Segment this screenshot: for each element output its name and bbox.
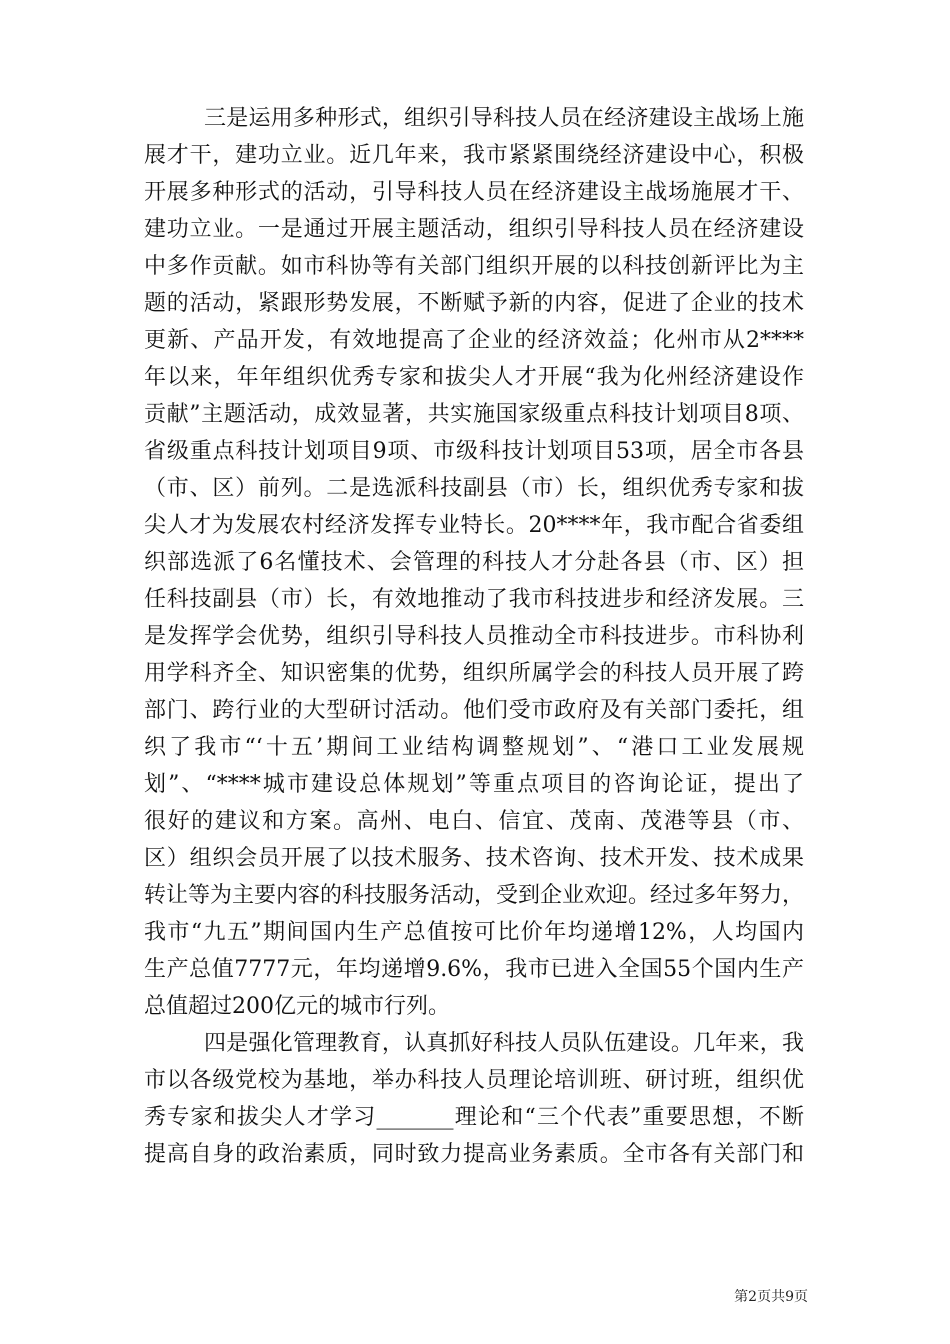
text-line: 题的活动，紧跟形势发展，不断赋予新的内容，促进了企业的技术 bbox=[144, 291, 804, 316]
text-line: 任科技副县（市）长，有效地推动了我市科技进步和经济发展。三 bbox=[144, 587, 804, 612]
text-line: 部门、跨行业的大型研讨活动。他们受市政府及有关部门委托，组 bbox=[144, 698, 804, 723]
text-line: 织了我市“‘十五’期间工业结构调整规划”、“港口工业发展规 bbox=[144, 735, 804, 760]
text-line: 四是强化管理教育，认真抓好科技人员队伍建设。几年来，我 bbox=[204, 1031, 804, 1056]
text-line: 我市“九五”期间国内生产总值按可比价年均递增12%，人均国内 bbox=[144, 920, 804, 945]
text-line: 展才干，建功立业。近几年来，我市紧紧围绕经济建设中心，积极 bbox=[144, 143, 804, 168]
text-line: 生产总值7777元，年均递增9.6%，我市已进入全国55个国内生产 bbox=[144, 957, 804, 982]
text-line: 用学科齐全、知识密集的优势，组织所属学会的科技人员开展了跨 bbox=[144, 661, 804, 686]
text-line: 尖人才为发展农村经济发挥专业特长。20****年，我市配合省委组 bbox=[144, 513, 804, 538]
text-line: 市以各级党校为基地，举办科技人员理论培训班、研讨班，组织优 bbox=[144, 1068, 804, 1093]
document-body bbox=[144, 100, 804, 1173]
text-line: 更新、产品开发，有效地提高了企业的经济效益；化州市从2**** bbox=[144, 328, 804, 353]
text-line: 织部选派了6名懂技术、会管理的科技人才分赴各县（市、区）担 bbox=[144, 550, 804, 575]
text-line: 很好的建议和方案。高州、电白、信宜、茂南、茂港等县（市、 bbox=[144, 809, 804, 834]
text-line: 建功立业。一是通过开展主题活动，组织引导科技人员在经济建设 bbox=[144, 217, 804, 242]
paragraph-1 bbox=[144, 100, 804, 1025]
text-line: 是发挥学会优势，组织引导科技人员推动全市科技进步。市科协利 bbox=[144, 624, 804, 649]
text-line: 开展多种形式的活动，引导科技人员在经济建设主战场施展才干、 bbox=[144, 180, 804, 205]
text-line: 贡献”主题活动，成效显著，共实施国家级重点科技计划项目8项、 bbox=[144, 402, 804, 427]
text-line: 划”、“****城市建设总体规划”等重点项目的咨询论证，提出了 bbox=[144, 772, 804, 797]
text-line: 区）组织会员开展了以技术服务、技术咨询、技术开发、技术成果 bbox=[144, 846, 804, 871]
text-line: 省级重点科技计划项目9项、市级科技计划项目53项，居全市各县 bbox=[144, 439, 804, 464]
page-number: 第2页共9页 bbox=[734, 1289, 808, 1305]
text-line: 提高自身的政治素质，同时致力提高业务素质。全市各有关部门和 bbox=[144, 1142, 804, 1167]
paragraph-2 bbox=[144, 1025, 804, 1173]
text-line: 中多作贡献。如市科协等有关部门组织开展的以科技创新评比为主 bbox=[144, 254, 804, 279]
text-line: 秀专家和拔尖人才学习_______理论和“三个代表”重要思想，不断 bbox=[144, 1105, 804, 1130]
text-line: （市、区）前列。二是选派科技副县（市）长，组织优秀专家和拔 bbox=[144, 476, 804, 501]
text-line: 三是运用多种形式，组织引导科技人员在经济建设主战场上施 bbox=[204, 106, 804, 131]
text-line: 年以来，年年组织优秀专家和拔尖人才开展“我为化州经济建设作 bbox=[144, 365, 804, 390]
text-line: 总值超过200亿元的城市行列。 bbox=[144, 994, 450, 1019]
text-line: 转让等为主要内容的科技服务活动，受到企业欢迎。经过多年努力， bbox=[144, 883, 804, 908]
